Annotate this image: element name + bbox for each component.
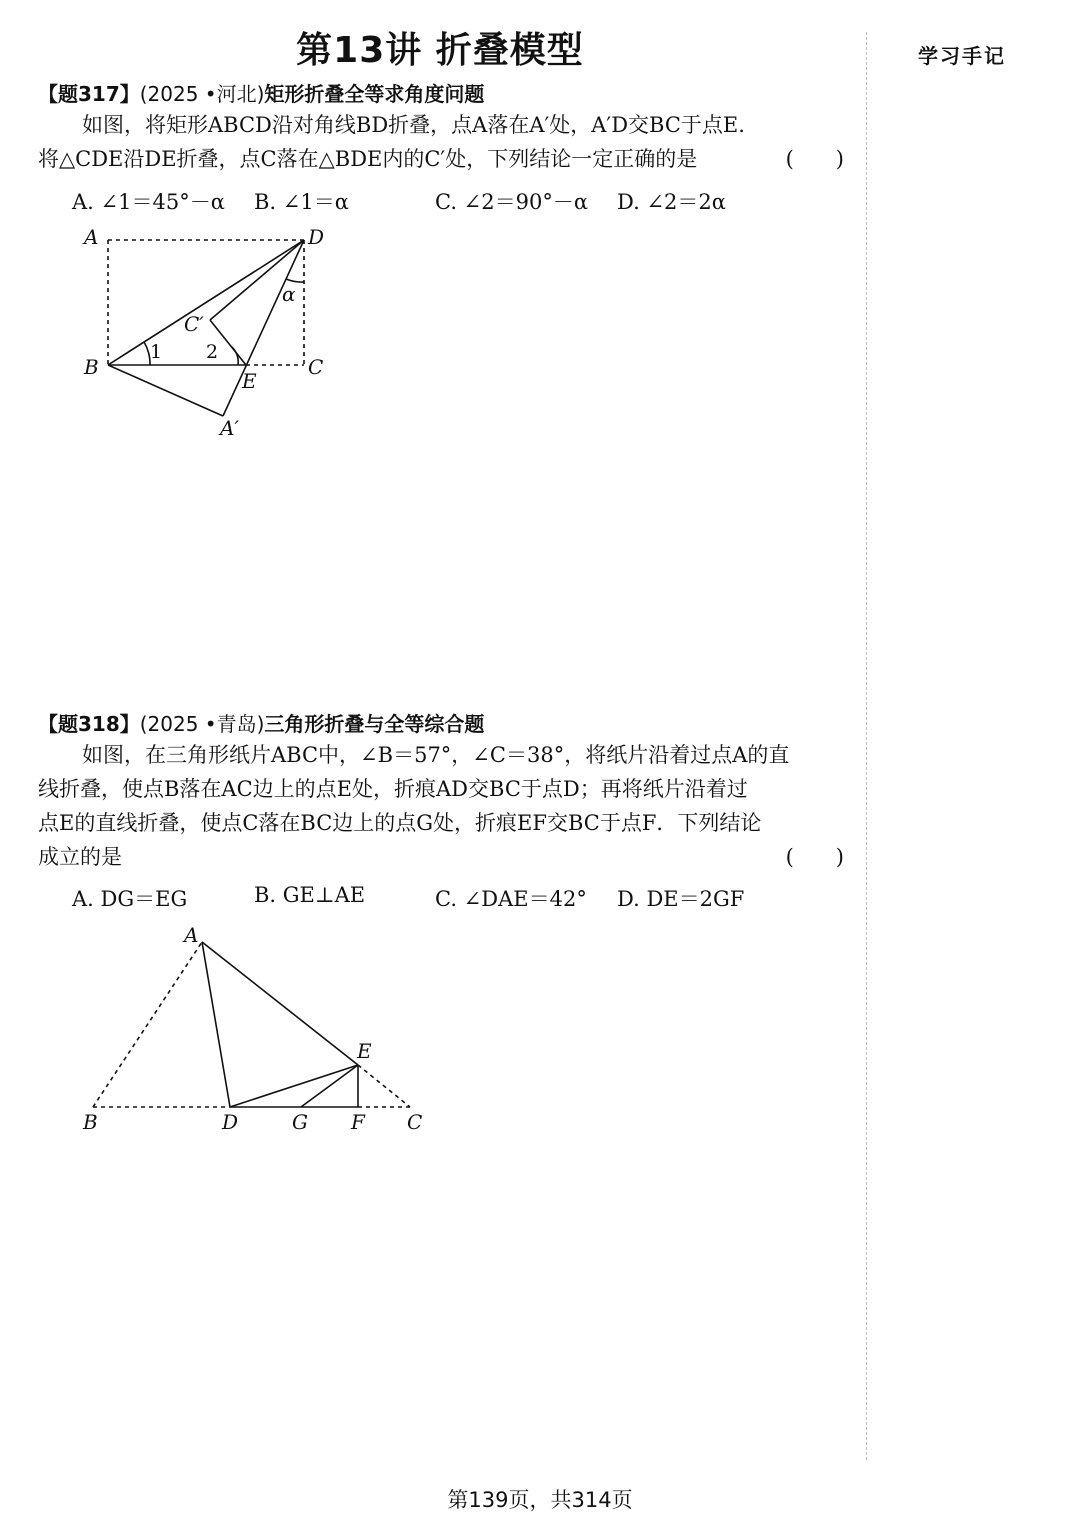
answer-blank: ( )	[785, 845, 844, 869]
question-text-line: 点E的直线折叠，使点C落在BC边上的点G处，折痕EF交BC于点F．下列结论	[38, 811, 762, 835]
question-number: 【题317】	[38, 82, 140, 106]
option-d[interactable]: D. ∠2＝2α	[617, 190, 726, 214]
question-text-line: 线折叠，使点B落在AC边上的点E处，折痕AD交BC于点D；再将纸片沿着过	[38, 777, 748, 801]
point-c-label: C	[308, 355, 324, 379]
option-c[interactable]: C. ∠2＝90°－α	[435, 190, 589, 214]
edge-de	[230, 1065, 358, 1107]
question-318-header	[38, 708, 484, 737]
question-text-line	[38, 840, 844, 874]
point-d-label: D	[308, 225, 325, 249]
option-a[interactable]: A. ∠1＝45°－α	[72, 190, 225, 214]
point-a-label: A	[184, 923, 199, 947]
edge-ae	[202, 942, 358, 1065]
point-d-label: D	[222, 1110, 239, 1134]
edge-ec-dashed	[358, 1065, 410, 1107]
edge-ba-prime	[108, 365, 223, 416]
point-a-label: A	[84, 225, 99, 249]
question-topic: 三角形折叠与全等综合题	[264, 712, 485, 736]
figure-triangle-fold	[70, 920, 440, 1140]
notes-column-divider	[866, 32, 867, 1460]
question-topic: 矩形折叠全等求角度问题	[264, 82, 485, 106]
edge-ab-dashed	[93, 942, 202, 1107]
crease-ad	[202, 942, 230, 1107]
point-b-label: B	[84, 355, 99, 379]
option-b[interactable]: B. ∠1＝α	[254, 190, 349, 214]
question-text: 成立的是	[38, 845, 122, 869]
point-c-label: C	[407, 1110, 423, 1134]
question-317-header	[38, 78, 484, 107]
study-notes-label: 学习手记	[918, 44, 1006, 68]
option-c[interactable]: C. ∠DAE＝42°	[435, 887, 587, 911]
option-a[interactable]: A. DG＝EG	[72, 887, 188, 911]
point-c-prime-label: C′	[184, 312, 204, 336]
question-text: 将△CDE沿DE折叠，点C落在△BDE内的C′处，下列结论一定正确的是	[38, 147, 698, 171]
page-footer: 第139页，共314页	[447, 1488, 633, 1512]
figure-rectangle-fold	[70, 220, 360, 450]
point-f-label: F	[351, 1110, 365, 1134]
question-text-line: 如图，将矩形ABCD沿对角线BD折叠，点A落在A′处，A′D交BC于点E.	[82, 113, 745, 137]
question-source: (2025 •青岛)	[139, 712, 265, 736]
question-318-body	[38, 738, 844, 874]
point-g-label: G	[292, 1110, 308, 1134]
point-b-label: B	[83, 1110, 98, 1134]
question-text-line	[38, 142, 844, 176]
question-number: 【题318】	[38, 712, 140, 736]
edge-ge	[301, 1065, 358, 1107]
angle-1-label: 1	[150, 341, 163, 363]
question-source: (2025 •河北)	[139, 82, 265, 106]
point-e-label: E	[242, 369, 257, 393]
point-a-prime-label: A′	[220, 416, 239, 440]
point-e-label: E	[357, 1039, 372, 1063]
question-text-line: 如图，在三角形纸片ABC中，∠B＝57°，∠C＝38°，将纸片沿着过点A的直	[82, 743, 790, 767]
angle-alpha-label: α	[282, 282, 296, 306]
option-b[interactable]: B. GE⊥AE	[254, 883, 366, 907]
option-d[interactable]: D. DE＝2GF	[617, 887, 745, 911]
page-title: 第13讲 折叠模型	[296, 30, 584, 71]
angle-2-label: 2	[206, 341, 219, 363]
answer-blank: ( )	[785, 147, 844, 171]
question-317-body	[38, 108, 844, 176]
